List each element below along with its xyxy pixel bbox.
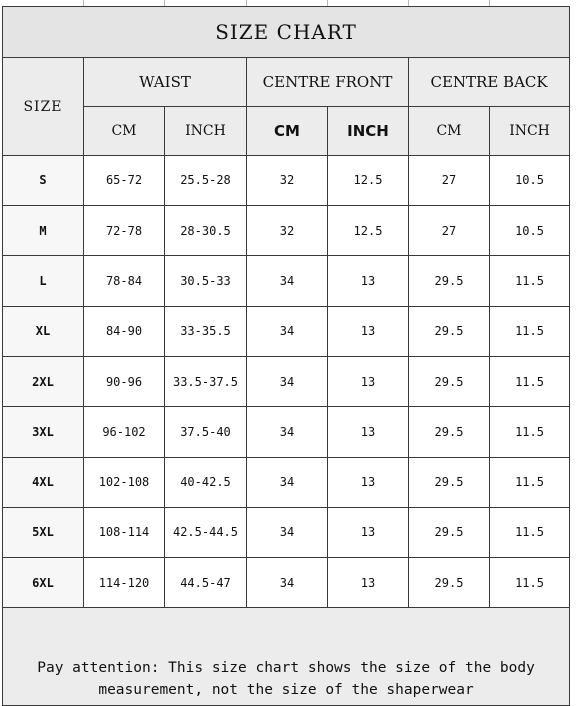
waist-inch-cell: 33.5-37.5 [165,356,247,406]
centre-front-inch-cell: 13 [328,356,409,406]
waist-cm-cell: 65-72 [84,155,165,205]
waist-inch-cell: 44.5-47 [165,558,247,608]
waist-cm-cell: 72-78 [84,206,165,256]
centre-back-inch-cell: 11.5 [490,256,570,306]
centre-back-cm-header: CM [409,106,490,155]
waist-cm-cell: 90-96 [84,356,165,406]
centre-back-inch-cell: 10.5 [490,155,570,205]
table-row [3,558,570,608]
centre-front-inch-cell: 12.5 [328,206,409,256]
centre-back-inch-cell: 11.5 [490,457,570,507]
centre-back-cm-cell: 29.5 [409,356,490,406]
waist-inch-cell: 37.5-40 [165,407,247,457]
centre-front-cm-header: CM [247,106,328,155]
size-header: SIZE [3,58,84,156]
table-row [3,507,570,557]
waist-inch-cell: 33-35.5 [165,306,247,356]
centre-back-cm-cell: 27 [409,155,490,205]
centre-front-cm-cell: 34 [247,507,328,557]
centre-front-cm-cell: 34 [247,558,328,608]
centre-back-inch-header: INCH [490,106,570,155]
centre-front-cm-cell: 34 [247,306,328,356]
waist-inch-header: INCH [165,106,247,155]
waist-inch-cell: 28-30.5 [165,206,247,256]
size-table [2,6,570,706]
centre-front-inch-header: INCH [328,106,409,155]
centre-back-cm-cell: 29.5 [409,457,490,507]
waist-cm-cell: 78-84 [84,256,165,306]
waist-header: WAIST [84,58,247,106]
centre-back-header: CENTRE BACK [409,58,570,106]
centre-back-inch-cell: 10.5 [490,206,570,256]
centre-back-inch-cell: 11.5 [490,407,570,457]
waist-inch-cell: 30.5-33 [165,256,247,306]
waist-cm-cell: 102-108 [84,457,165,507]
chart-title: SIZE CHART [3,7,570,58]
size-cell: L [3,256,84,306]
size-cell: 5XL [3,507,84,557]
size-cell: XL [3,306,84,356]
centre-back-cm-cell: 29.5 [409,507,490,557]
waist-cm-cell: 84-90 [84,306,165,356]
waist-inch-cell: 40-42.5 [165,457,247,507]
centre-back-cm-cell: 29.5 [409,407,490,457]
table-row [3,256,570,306]
table-row [3,457,570,507]
waist-inch-cell: 25.5-28 [165,155,247,205]
size-cell: M [3,206,84,256]
waist-cm-cell: 108-114 [84,507,165,557]
table-row [3,306,570,356]
centre-back-cm-cell: 27 [409,206,490,256]
centre-back-inch-cell: 11.5 [490,356,570,406]
centre-front-cm-cell: 34 [247,356,328,406]
waist-cm-cell: 96-102 [84,407,165,457]
centre-front-inch-cell: 13 [328,457,409,507]
centre-front-inch-cell: 13 [328,407,409,457]
centre-front-inch-cell: 13 [328,306,409,356]
centre-front-cm-cell: 32 [247,155,328,205]
centre-front-inch-cell: 13 [328,256,409,306]
centre-back-cm-cell: 29.5 [409,558,490,608]
size-cell: S [3,155,84,205]
centre-front-inch-cell: 12.5 [328,155,409,205]
centre-back-cm-cell: 29.5 [409,256,490,306]
table-row [3,155,570,205]
table-row [3,206,570,256]
waist-cm-header: CM [84,106,165,155]
waist-inch-cell: 42.5-44.5 [165,507,247,557]
size-cell: 6XL [3,558,84,608]
size-cell: 4XL [3,457,84,507]
size-cell: 2XL [3,356,84,406]
centre-front-cm-cell: 34 [247,256,328,306]
centre-back-inch-cell: 11.5 [490,507,570,557]
centre-front-cm-cell: 34 [247,457,328,507]
attention-note: Pay attention: This size chart shows the size of the body measurement, not the size of the shaperwear [3,608,570,706]
table-row [3,407,570,457]
centre-back-inch-cell: 11.5 [490,306,570,356]
centre-front-inch-cell: 13 [328,558,409,608]
table-row [3,356,570,406]
size-cell: 3XL [3,407,84,457]
centre-front-header: CENTRE FRONT [247,58,409,106]
centre-back-inch-cell: 11.5 [490,558,570,608]
centre-front-inch-cell: 13 [328,507,409,557]
centre-front-cm-cell: 32 [247,206,328,256]
centre-front-cm-cell: 34 [247,407,328,457]
waist-cm-cell: 114-120 [84,558,165,608]
centre-back-cm-cell: 29.5 [409,306,490,356]
